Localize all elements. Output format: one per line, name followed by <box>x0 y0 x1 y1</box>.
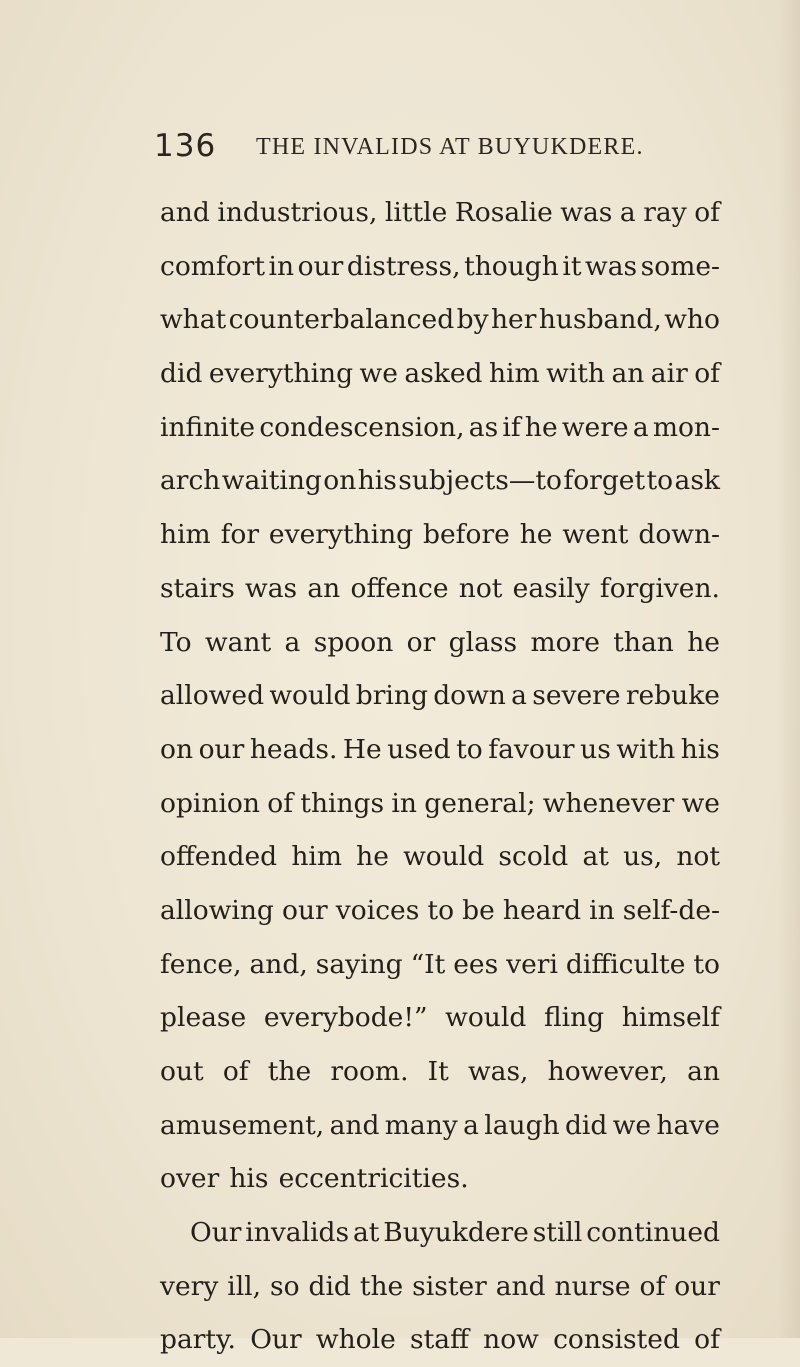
page-header <box>0 128 800 172</box>
word: and <box>329 1109 380 1141</box>
word: mon- <box>652 411 720 443</box>
text-line <box>160 669 720 723</box>
word: party. <box>160 1324 236 1356</box>
word: ees <box>453 948 499 980</box>
word: whole <box>315 1324 396 1356</box>
word: it <box>562 250 582 282</box>
word: a <box>463 1109 479 1141</box>
word: our <box>674 1270 720 1302</box>
word: he <box>524 411 558 443</box>
word: Our <box>250 1324 302 1356</box>
word: spoon <box>313 626 394 658</box>
word: heard <box>502 894 582 926</box>
word: at <box>352 1217 380 1249</box>
word: on <box>323 465 357 497</box>
word: ill, <box>227 1270 262 1302</box>
text-line <box>160 401 720 455</box>
body-text <box>160 186 720 1367</box>
page-number: 136 <box>154 128 217 164</box>
word: used <box>387 733 451 765</box>
word: and <box>495 1270 546 1302</box>
word: forget <box>563 465 646 497</box>
word: opinion <box>160 787 260 819</box>
word: and, <box>249 948 308 980</box>
word: stairs <box>160 572 235 604</box>
word: us, <box>623 841 663 873</box>
word: out <box>160 1056 204 1087</box>
word: to <box>427 894 455 926</box>
word: husband, <box>538 304 662 336</box>
word: a <box>511 680 527 712</box>
word: not <box>676 841 720 873</box>
text-line <box>160 1045 720 1099</box>
word: an <box>307 572 341 604</box>
word: arch <box>160 465 221 497</box>
word: allowing <box>160 894 274 926</box>
word: subjects—to <box>398 465 562 497</box>
word: though <box>464 250 559 282</box>
word: room. <box>330 1056 409 1087</box>
word: than <box>613 626 674 658</box>
word: offended <box>160 841 278 873</box>
word: easily <box>512 572 590 604</box>
word: have <box>656 1109 720 1141</box>
word: would <box>445 1002 527 1034</box>
word: veri <box>506 948 558 980</box>
word: be <box>462 894 495 926</box>
word: would <box>403 841 485 873</box>
word: glass <box>448 626 518 658</box>
word: sister <box>412 1270 487 1302</box>
word: him <box>160 519 211 551</box>
word: however, <box>547 1056 668 1087</box>
word: as <box>468 411 499 443</box>
word: scold <box>498 841 569 873</box>
paragraph-end-line <box>160 1152 720 1206</box>
word: over <box>160 1163 220 1195</box>
word: amusement, <box>160 1109 325 1141</box>
word: our <box>282 894 328 926</box>
word: whenever <box>542 787 675 819</box>
word: on <box>160 733 194 765</box>
word: down <box>433 680 506 712</box>
word: was <box>585 250 638 282</box>
text-line <box>160 1099 720 1153</box>
word: to <box>646 465 674 497</box>
word: so <box>270 1270 300 1302</box>
word: distress, <box>346 250 461 282</box>
text-line <box>160 616 720 670</box>
word: heads. <box>249 733 338 765</box>
word: our <box>198 733 245 765</box>
word: what <box>160 304 227 336</box>
word: please <box>160 1002 247 1034</box>
word: before <box>423 519 510 551</box>
word: we <box>681 787 720 819</box>
text-line <box>160 186 720 240</box>
word: saying <box>315 948 403 980</box>
word: we <box>612 1109 652 1141</box>
word: offence <box>350 572 449 604</box>
word: invalids <box>245 1217 350 1249</box>
word: he <box>687 626 720 658</box>
word: staff <box>410 1324 469 1356</box>
word: now <box>483 1324 539 1356</box>
word: an <box>687 1056 720 1087</box>
word: was, <box>467 1056 529 1087</box>
page-edge-shadow <box>778 0 800 1338</box>
word: comfort <box>160 250 266 282</box>
word: condescension, <box>259 411 465 443</box>
word: a <box>284 626 301 658</box>
word: many <box>384 1109 458 1141</box>
text-line <box>160 562 720 616</box>
word: Rosalie <box>454 197 553 228</box>
word: general; <box>424 787 536 819</box>
word: to <box>693 948 720 980</box>
word: did <box>308 1270 351 1302</box>
word: who <box>664 304 720 336</box>
word: was <box>245 572 298 604</box>
word: everything <box>208 358 354 390</box>
word: waiting <box>221 465 322 497</box>
word: more <box>530 626 600 658</box>
text-line <box>160 347 720 401</box>
word: to <box>456 733 483 765</box>
word: by <box>456 304 489 336</box>
word: our <box>297 250 344 282</box>
word: asked <box>404 358 483 390</box>
word: voices <box>335 894 420 926</box>
word: very <box>160 1270 219 1302</box>
word: counterbalanced <box>228 304 455 336</box>
text-line <box>160 1313 720 1367</box>
word: went <box>562 519 629 551</box>
word: if <box>502 411 521 443</box>
word: difficulte <box>565 948 686 980</box>
word: in <box>391 787 417 819</box>
text-line <box>160 830 720 884</box>
word: Our <box>190 1217 242 1249</box>
word: were <box>561 411 629 443</box>
word: severe <box>532 680 621 712</box>
word: of <box>694 197 720 228</box>
word: consisted <box>553 1324 680 1356</box>
text-line <box>160 723 720 777</box>
word: himself <box>621 1002 720 1034</box>
word: the <box>359 1270 404 1302</box>
word: his <box>357 465 397 497</box>
word: things <box>300 787 385 819</box>
word: of <box>694 358 720 390</box>
word: industrious, <box>217 197 378 228</box>
word: he <box>356 841 389 873</box>
word: would <box>269 680 351 712</box>
text-line <box>160 508 720 562</box>
word: favour <box>488 733 575 765</box>
word: allowed <box>160 680 265 712</box>
word: want <box>204 626 272 658</box>
word: in <box>589 894 615 926</box>
word: some- <box>640 250 720 282</box>
word: self-de- <box>622 894 720 926</box>
word: He <box>342 733 382 765</box>
word: Buyukdere <box>383 1217 529 1249</box>
word: fling <box>543 1002 605 1034</box>
word: him <box>291 841 342 873</box>
word: he <box>519 519 553 551</box>
word: of <box>222 1056 249 1087</box>
word: still <box>532 1217 583 1249</box>
word: down- <box>638 519 720 551</box>
text-line <box>160 991 720 1045</box>
word: his <box>680 733 720 765</box>
word: or <box>406 626 436 658</box>
word: everybode!” <box>263 1002 428 1034</box>
word: his <box>229 1163 269 1195</box>
word: and <box>160 197 210 228</box>
text-line <box>160 938 720 992</box>
word: a <box>632 411 649 443</box>
word: in <box>268 250 295 282</box>
word: with <box>546 358 605 390</box>
word: did <box>564 1109 608 1141</box>
word: did <box>160 358 203 390</box>
text-line <box>160 884 720 938</box>
word: bring <box>355 680 428 712</box>
word: ask <box>674 465 720 497</box>
word: continued <box>586 1217 720 1249</box>
text-line <box>160 1260 720 1314</box>
word: with <box>616 733 676 765</box>
word: fence, <box>160 948 242 980</box>
word: It <box>427 1056 449 1087</box>
word: nurse <box>554 1270 631 1302</box>
word: of <box>694 1324 720 1356</box>
word: everything <box>268 519 414 551</box>
text-line <box>160 777 720 831</box>
word: a <box>619 197 636 228</box>
word: ray <box>643 197 687 228</box>
word: not <box>458 572 503 604</box>
word: To <box>160 626 192 658</box>
word: forgiven. <box>599 572 720 604</box>
word: laugh <box>484 1109 560 1141</box>
text-line <box>160 293 720 347</box>
running-title: THE INVALIDS AT BUYUKDERE. <box>256 134 644 160</box>
word: the <box>267 1056 312 1087</box>
word: for <box>220 519 260 551</box>
word: him <box>488 358 540 390</box>
word: her <box>490 304 537 336</box>
text-line <box>160 454 720 508</box>
word: us <box>580 733 611 765</box>
word: “It <box>410 948 446 980</box>
word: an <box>611 358 645 390</box>
word: infinite <box>160 411 256 443</box>
word: we <box>359 358 398 390</box>
text-line <box>160 240 720 294</box>
paragraph-start-line <box>160 1206 720 1260</box>
word: of <box>639 1270 666 1302</box>
word: of <box>267 787 294 819</box>
word: at <box>582 841 609 873</box>
word: rebuke <box>625 680 720 712</box>
word: was <box>560 197 613 228</box>
word: eccentricities. <box>278 1163 469 1195</box>
word: little <box>384 197 448 228</box>
word: air <box>650 358 688 390</box>
